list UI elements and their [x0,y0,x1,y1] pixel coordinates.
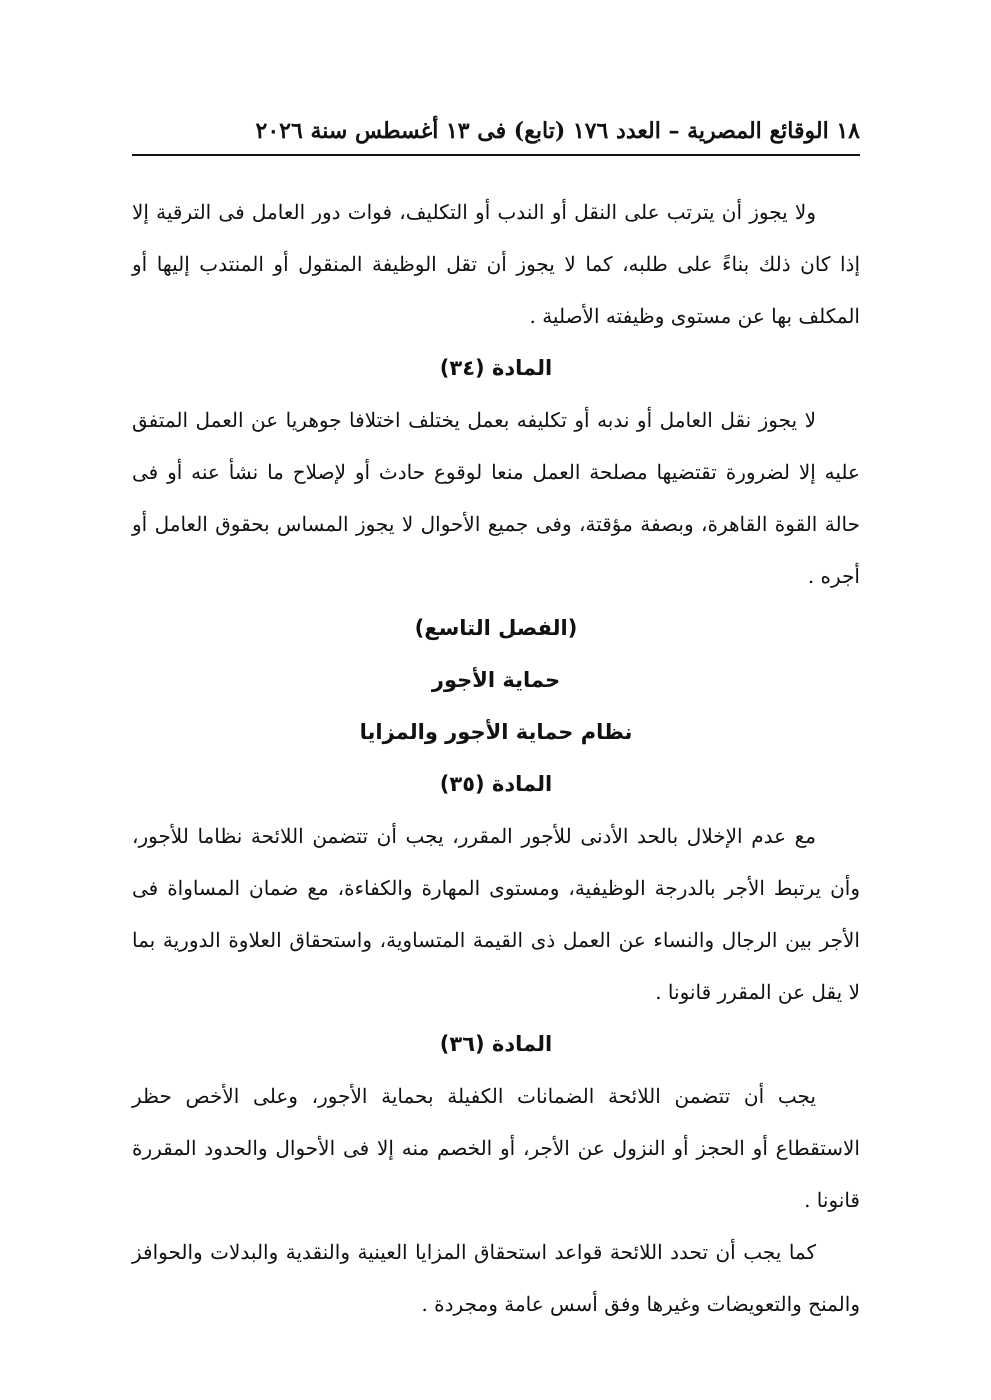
header-text: ١٨ الوقائع المصرية – العدد ١٧٦ (تابع) فى ١٣ أغسطس سنة ٢٠٢٦ [255,118,860,144]
article-36-title: المادة (٣٦) [439,1032,553,1056]
article-35-text: مع عدم الإخلال بالحد الأدنى للأجور المقرر، يجب أن تتضمن اللائحة نظاما للأجور، وأن يرتبط الأجر بالدرجة الوظيفية، ومستوى المهارة والكفاءة، مع ضمان المساواة فى الأجر بين الرجال والنساء عن العمل ذى القيمة المتساوية، واستحقاق العلاوة الدورية بما لا يقل عن المقرر قانونا . [132,824,860,1004]
section-title: نظام حماية الأجور والمزايا [359,720,633,744]
article-36-text-2: كما يجب أن تحدد اللائحة قواعد استحقاق المزايا العينية والنقدية والبدلات والحوافز والمنح والتعويضات وغيرها وفق أسس عامة ومجردة . [132,1240,860,1316]
chapter-subtitle: حماية الأجور [431,668,561,692]
article-35-title: المادة (٣٥) [439,772,553,796]
intro-paragraph: ولا يجوز أن يترتب على النقل أو الندب أو التكليف، فوات دور العامل فى الترقية إلا إذا كان ذلك بناءً على طلبه، كما لا يجوز أن تقل الوظيفة المنقول أو المنتدب إليها أو المكلف بها عن مستوى وظيفته الأصلية . [132,200,860,328]
chapter-title: (الفصل التاسع) [414,616,578,640]
article-34-text: لا يجوز نقل العامل أو ندبه أو تكليفه بعمل يختلف اختلافا جوهريا عن العمل المتفق عليه إلا لضرورة تقتضيها مصلحة العمل منعا لوقوع حادث أو لإصلاح ما نشأ عنه أو فى حالة القوة القاهرة، وبصفة مؤقتة، وفى جميع الأحوال لا يجوز المساس بحقوق العامل أو أجره . [132,408,861,588]
page-header [132,108,860,156]
page-content [132,186,860,1330]
article-34-title: المادة (٣٤) [439,356,553,380]
gazette-page [132,0,860,1400]
article-36-text-1: يجب أن تتضمن اللائحة الضمانات الكفيلة بحماية الأجور، وعلى الأخص حظر الاستقطاع أو الحجز أو النزول عن الأجر، أو الخصم منه إلا فى الأحوال والحدود المقررة قانونا . [132,1084,860,1212]
